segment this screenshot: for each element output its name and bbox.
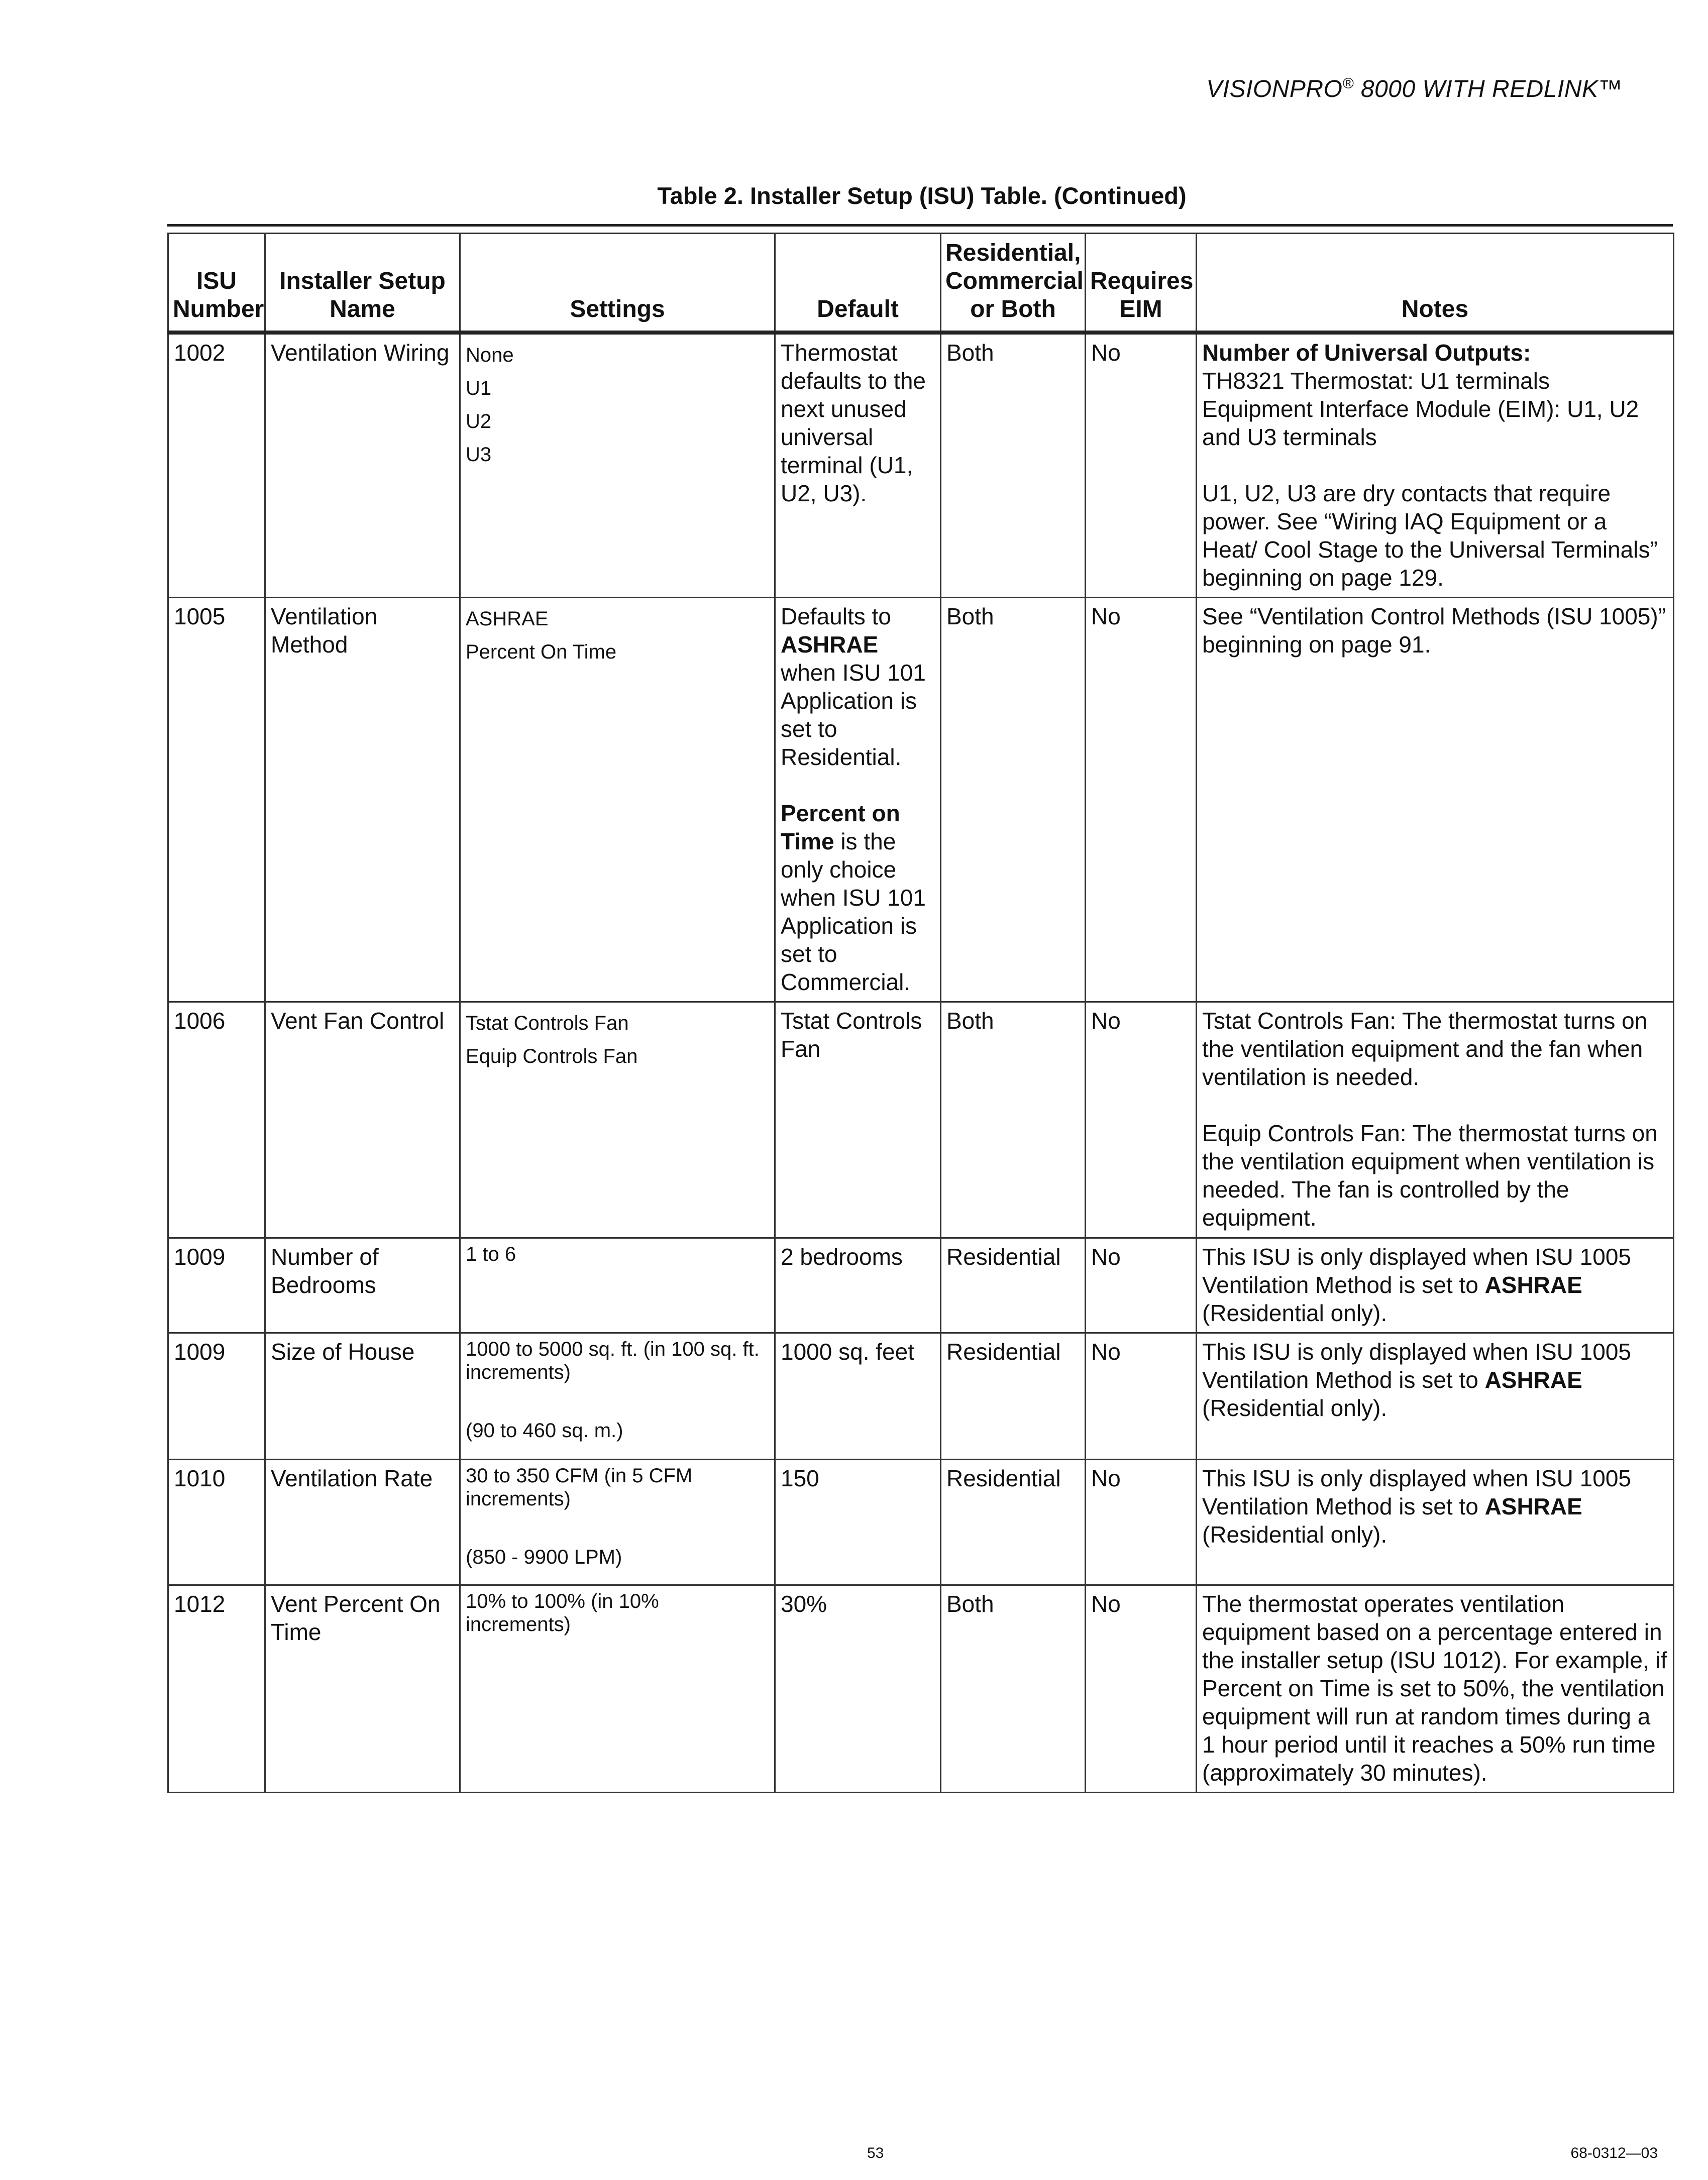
cell-applies-to: Residential [941,1238,1086,1333]
column-header-notes: Notes [1197,234,1674,333]
notes-paragraph: Tstat Controls Fan: The thermostat turns on the ventilation equipment and the fan when ventilation is needed. [1202,1008,1648,1090]
setting-option: Percent On Time [466,641,617,663]
cell-requires-eim: No [1086,333,1197,598]
column-header-requires-eim: Requires EIM [1086,234,1197,333]
cell-requires-eim: No [1086,1460,1197,1585]
cell-applies-to: Residential [941,1460,1086,1585]
cell-setup-name: Ventilation Wiring [265,333,460,598]
setting-range: 30 to 350 CFM (in 5 CFM increments) [466,1465,693,1510]
cell-notes: This ISU is only displayed when ISU 1005 Ventilation Method is set to ASHRAE (Residential only). [1197,1460,1674,1585]
setting-option: 1 to 6 [466,1243,516,1265]
cell-default: Tstat Controls Fan [775,1002,941,1238]
isu-table [167,233,1674,1793]
setting-option: Equip Controls Fan [466,1045,638,1067]
default-paragraph: Percent on Time is the only choice when ISU 101 Application is set to Commercial. [781,800,926,995]
cell-requires-eim: No [1086,1585,1197,1793]
cell-setup-name: Ventilation Method [265,598,460,1002]
cell-setup-name: Number of Bedrooms [265,1238,460,1333]
cell-isu-number: 1009 [168,1333,265,1460]
isu-table-container [167,224,1673,1793]
cell-requires-eim: No [1086,1333,1197,1460]
cell-setup-name: Vent Percent On Time [265,1585,460,1793]
page-number: 53 [867,2145,884,2161]
cell-notes [1197,333,1674,598]
table-row [168,598,1674,1002]
table-row [168,1460,1674,1585]
cell-requires-eim: No [1086,1238,1197,1333]
cell-settings [460,1585,775,1793]
cell-isu-number: 1006 [168,1002,265,1238]
cell-setup-name: Size of House [265,1333,460,1460]
cell-settings [460,1333,775,1460]
cell-settings [460,598,775,1002]
cell-settings [460,1460,775,1585]
notes-line: Equipment Interface Module (EIM): U1, U2 and U3 terminals [1202,396,1639,450]
table-row [168,1238,1674,1333]
cell-requires-eim: No [1086,1002,1197,1238]
cell-default: Thermostat defaults to the next unused universal terminal (U1, U2, U3). [775,333,941,598]
setting-range-metric: (90 to 460 sq. m.) [466,1420,623,1442]
notes-paragraph: Equip Controls Fan: The thermostat turns on the ventilation equipment when ventilation is needed. The fan is controlled by the equipment. [1202,1120,1658,1231]
document-header-title: VISIONPRO® 8000 WITH REDLINK™ [1206,75,1623,102]
table-row [168,1002,1674,1238]
notes-paragraph: U1, U2, U3 are dry contacts that require power. See “Wiring IAQ Equipment or a Heat/ Cool Stage to the Universal Terminals” beginning on page 129. [1202,480,1658,591]
column-header-settings: Settings [460,234,775,333]
cell-isu-number: 1010 [168,1460,265,1585]
cell-isu-number: 1002 [168,333,265,598]
cell-default: 150 [775,1460,941,1585]
cell-default: 2 bedrooms [775,1238,941,1333]
cell-applies-to: Both [941,1585,1086,1793]
cell-notes: The thermostat operates ventilation equipment based on a percentage entered in the installer setup (ISU 1012). For example, if Percent on Time is set to 50%, the ventilation equipment will run at random times during a 1 hour period until it reaches a 50% run time (approximately 30 minutes). [1197,1585,1674,1793]
setting-option: U1 [466,377,492,399]
setting-range-metric: (850 - 9900 LPM) [466,1546,622,1568]
column-header-default: Default [775,234,941,333]
cell-default [775,598,941,1002]
table-row [168,333,1674,598]
cell-notes: See “Ventilation Control Methods (ISU 1005)” beginning on page 91. [1197,598,1674,1002]
cell-settings [460,1238,775,1333]
setting-range: 1000 to 5000 sq. ft. (in 100 sq. ft. increments) [466,1338,760,1383]
cell-applies-to: Both [941,598,1086,1002]
notes-paragraph [1202,339,1668,451]
cell-settings [460,1002,775,1238]
cell-default: 30% [775,1585,941,1793]
notes-heading: Number of Universal Outputs: [1202,340,1531,366]
setting-range: 10% to 100% (in 10% increments) [466,1590,659,1636]
cell-applies-to: Residential [941,1333,1086,1460]
default-paragraph: Defaults to ASHRAE when ISU 101 Application is set to Residential. [781,603,926,770]
table-header-row [168,234,1674,333]
cell-notes: This ISU is only displayed when ISU 1005 Ventilation Method is set to ASHRAE (Residential only). [1197,1238,1674,1333]
setting-option: Tstat Controls Fan [466,1012,629,1034]
table-row [168,1333,1674,1460]
setting-option: None [466,344,514,366]
setting-option: ASHRAE [466,608,549,630]
setting-option: U3 [466,444,492,466]
cell-applies-to: Both [941,1002,1086,1238]
cell-settings [460,333,775,598]
cell-notes: This ISU is only displayed when ISU 1005 Ventilation Method is set to ASHRAE (Residential only). [1197,1333,1674,1460]
cell-notes [1197,1002,1674,1238]
document-number: 68-0312—03 [1570,2145,1658,2161]
column-header-isu-number: ISU Number [168,234,265,333]
notes-line: TH8321 Thermostat: U1 terminals [1202,368,1550,394]
setting-option: U2 [466,410,492,432]
cell-isu-number: 1009 [168,1238,265,1333]
table-caption: Table 2. Installer Setup (ISU) Table. (Continued) [657,182,1187,209]
cell-setup-name: Ventilation Rate [265,1460,460,1585]
cell-default: 1000 sq. feet [775,1333,941,1460]
column-header-applies-to: Residential, Commercial or Both [941,234,1086,333]
column-header-installer-setup-name: Installer Setup Name [265,234,460,333]
cell-isu-number: 1012 [168,1585,265,1793]
cell-setup-name: Vent Fan Control [265,1002,460,1238]
table-row [168,1585,1674,1793]
cell-requires-eim: No [1086,598,1197,1002]
cell-applies-to: Both [941,333,1086,598]
cell-isu-number: 1005 [168,598,265,1002]
